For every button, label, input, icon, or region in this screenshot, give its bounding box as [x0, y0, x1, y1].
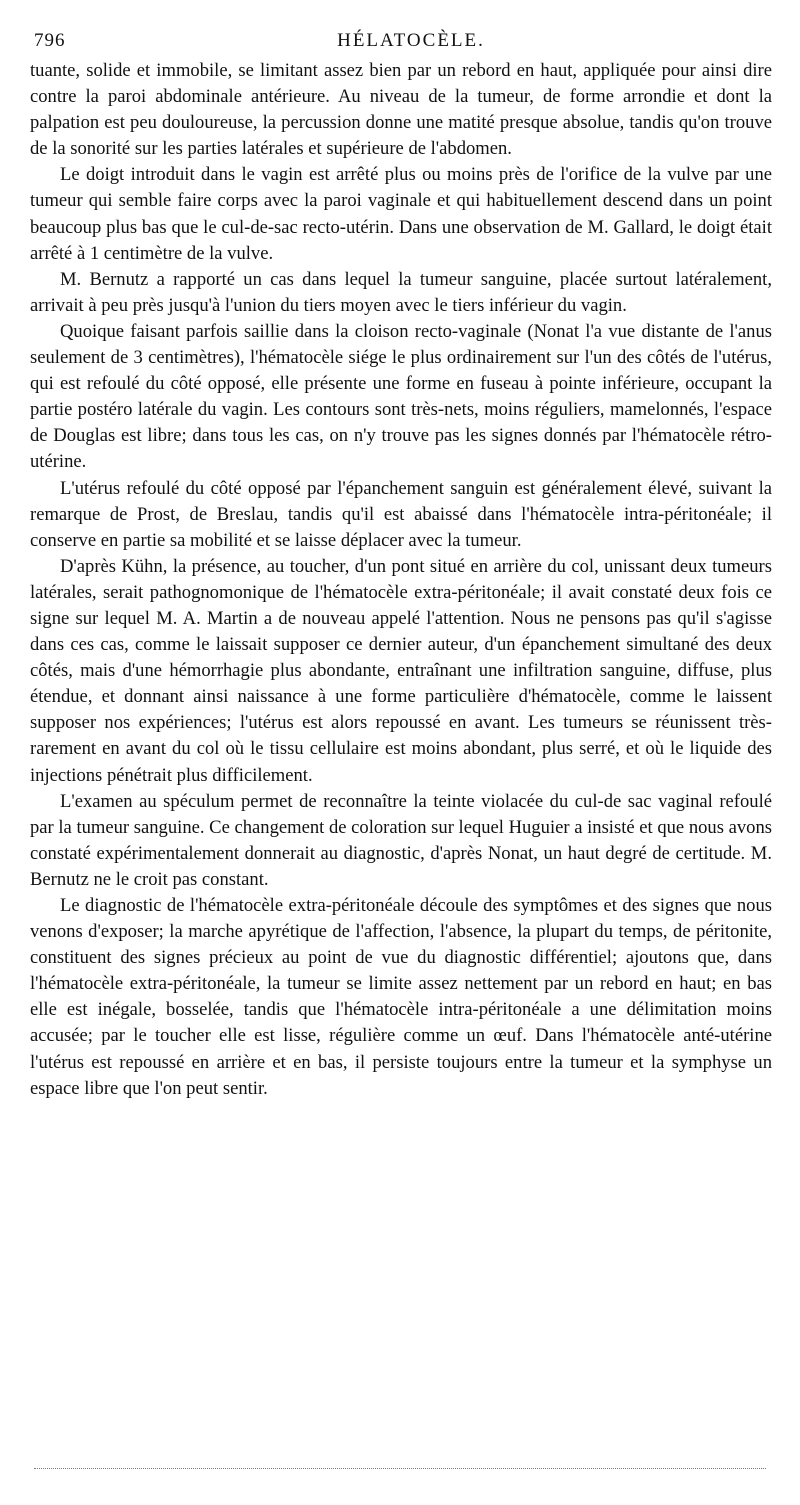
paragraph-continued: tuante, solide et immobile, se limitant assez bien par un rebord en haut, appliquée pour ainsi dire contre la paroi abdominale antérieure. Au niveau de la tumeur, de forme arrondie et dont la palpation est peu douloureuse, la percussion donne une matité presque absolue, tandis qu'on trouve de la sonorité sur les parties latérales et supérieure de l'abdomen.: [30, 60, 772, 160]
running-title: HÉLATOCÈLE.: [337, 30, 485, 51]
footer-rule: [34, 1468, 766, 1469]
paragraph-kuhn-bridge: D'après Kühn, la présence, au toucher, d'un pont situé en arrière du col, unissant deux tumeurs latérales, serait pathognomonique de l'hématocèle extra-péritonéale; il avait constaté deux fois ce signe sur lequel M. A. Martin a de nouveau appelé l'attention. Nous ne pensons pas qu'il s'agisse dans ces cas, comme le laissait supposer ce dernier auteur, d'un épanchement simultané des deux côtés, mais d'une hémorrhagie plus abondante, entraînant une infiltration sanguine, diffuse, plus étendue, et donnant ainsi naissance à une forme particulière d'hématocèle, comme le laissent supposer nos expériences; l'utérus est alors repoussé en avant. Les tumeurs se réunissent très-rarement en avant du col où le tissu cellulaire est moins abondant, plus serré, et où le liquide des injections pénétrait plus difficilement.: [30, 555, 772, 786]
paragraph-speculum-exam: L'examen au spéculum permet de reconnaître la teinte violacée du cul-de sac vaginal refoulé par la tumeur sanguine. Ce changement de coloration sur lequel Huguier a insisté et que nous avons constaté expérimentalement donnerait au diagnostic, d'après Nonat, un haut degré de certitude. M. Bernutz ne le croit pas constant.: [30, 790, 772, 890]
paragraph-vaginal-touch: Le doigt introduit dans le vagin est arrêté plus ou moins près de l'orifice de la vulve par une tumeur qui semble faire corps avec la paroi vaginale et qui habituellement descend dans un point beaucoup plus bas que le cul-de-sac recto-utérin. Dans une observation de M. Gallard, le doigt était arrêté à 1 centimètre de la vulve.: [30, 164, 772, 264]
paragraph-lateral-location: Quoique faisant parfois saillie dans la cloison recto-vaginale (Nonat l'a vue distante de l'anus seulement de 3 centimètres), l'hématocèle siége le plus ordinairement sur l'un des côtés de l'utérus, qui est refoulé du côté opposé, elle présente une forme en fuseau à pointe inférieure, occupant la partie postéro latérale du vagin. Les contours sont très-nets, moins réguliers, mamelonnés, l'espace de Douglas est libre; dans tous les cas, on n'y trouve pas les signes donnés par l'hématocèle rétro-utérine.: [30, 320, 772, 473]
paragraph-uterus-displacement: L'utérus refoulé du côté opposé par l'épanchement sanguin est généralement élevé, suivant la remarque de Prost, de Breslau, tandis qu'il est abaissé dans l'hématocèle intra-péritonéale; il conserve en partie sa mobilité et se laisse déplacer avec la tumeur.: [30, 477, 772, 551]
paragraph-bernutz-case: M. Bernutz a rapporté un cas dans lequel la tumeur sanguine, placée surtout latéralement, arrivait à peu près jusqu'à l'union du tiers moyen avec le tiers inférieur du vagin.: [30, 268, 772, 316]
body-text: [30, 58, 772, 1102]
running-head: [30, 28, 772, 58]
page-number: 796: [34, 30, 66, 51]
paragraph-diagnosis: Le diagnostic de l'hématocèle extra-péritonéale découle des symptômes et des signes que nous venons d'exposer; la marche apyrétique de l'affection, l'absence, la plupart du temps, de péritonite, constituent des signes précieux au point de vue du diagnostic différentiel; ajoutons que, dans l'hématocèle extra-péritonéale, la tumeur se limite assez nettement par un rebord en haut; en bas elle est inégale, bosselée, tandis que l'hématocèle intra-péritonéale a une délimitation moins accusée; par le toucher elle est lisse, régulière comme un œuf. Dans l'hématocèle anté-utérine l'utérus est repoussé en arrière et en bas, il persiste toujours entre la tumeur et la symphyse un espace libre que l'on peut sentir.: [30, 895, 772, 1099]
document-page: [30, 28, 772, 1102]
